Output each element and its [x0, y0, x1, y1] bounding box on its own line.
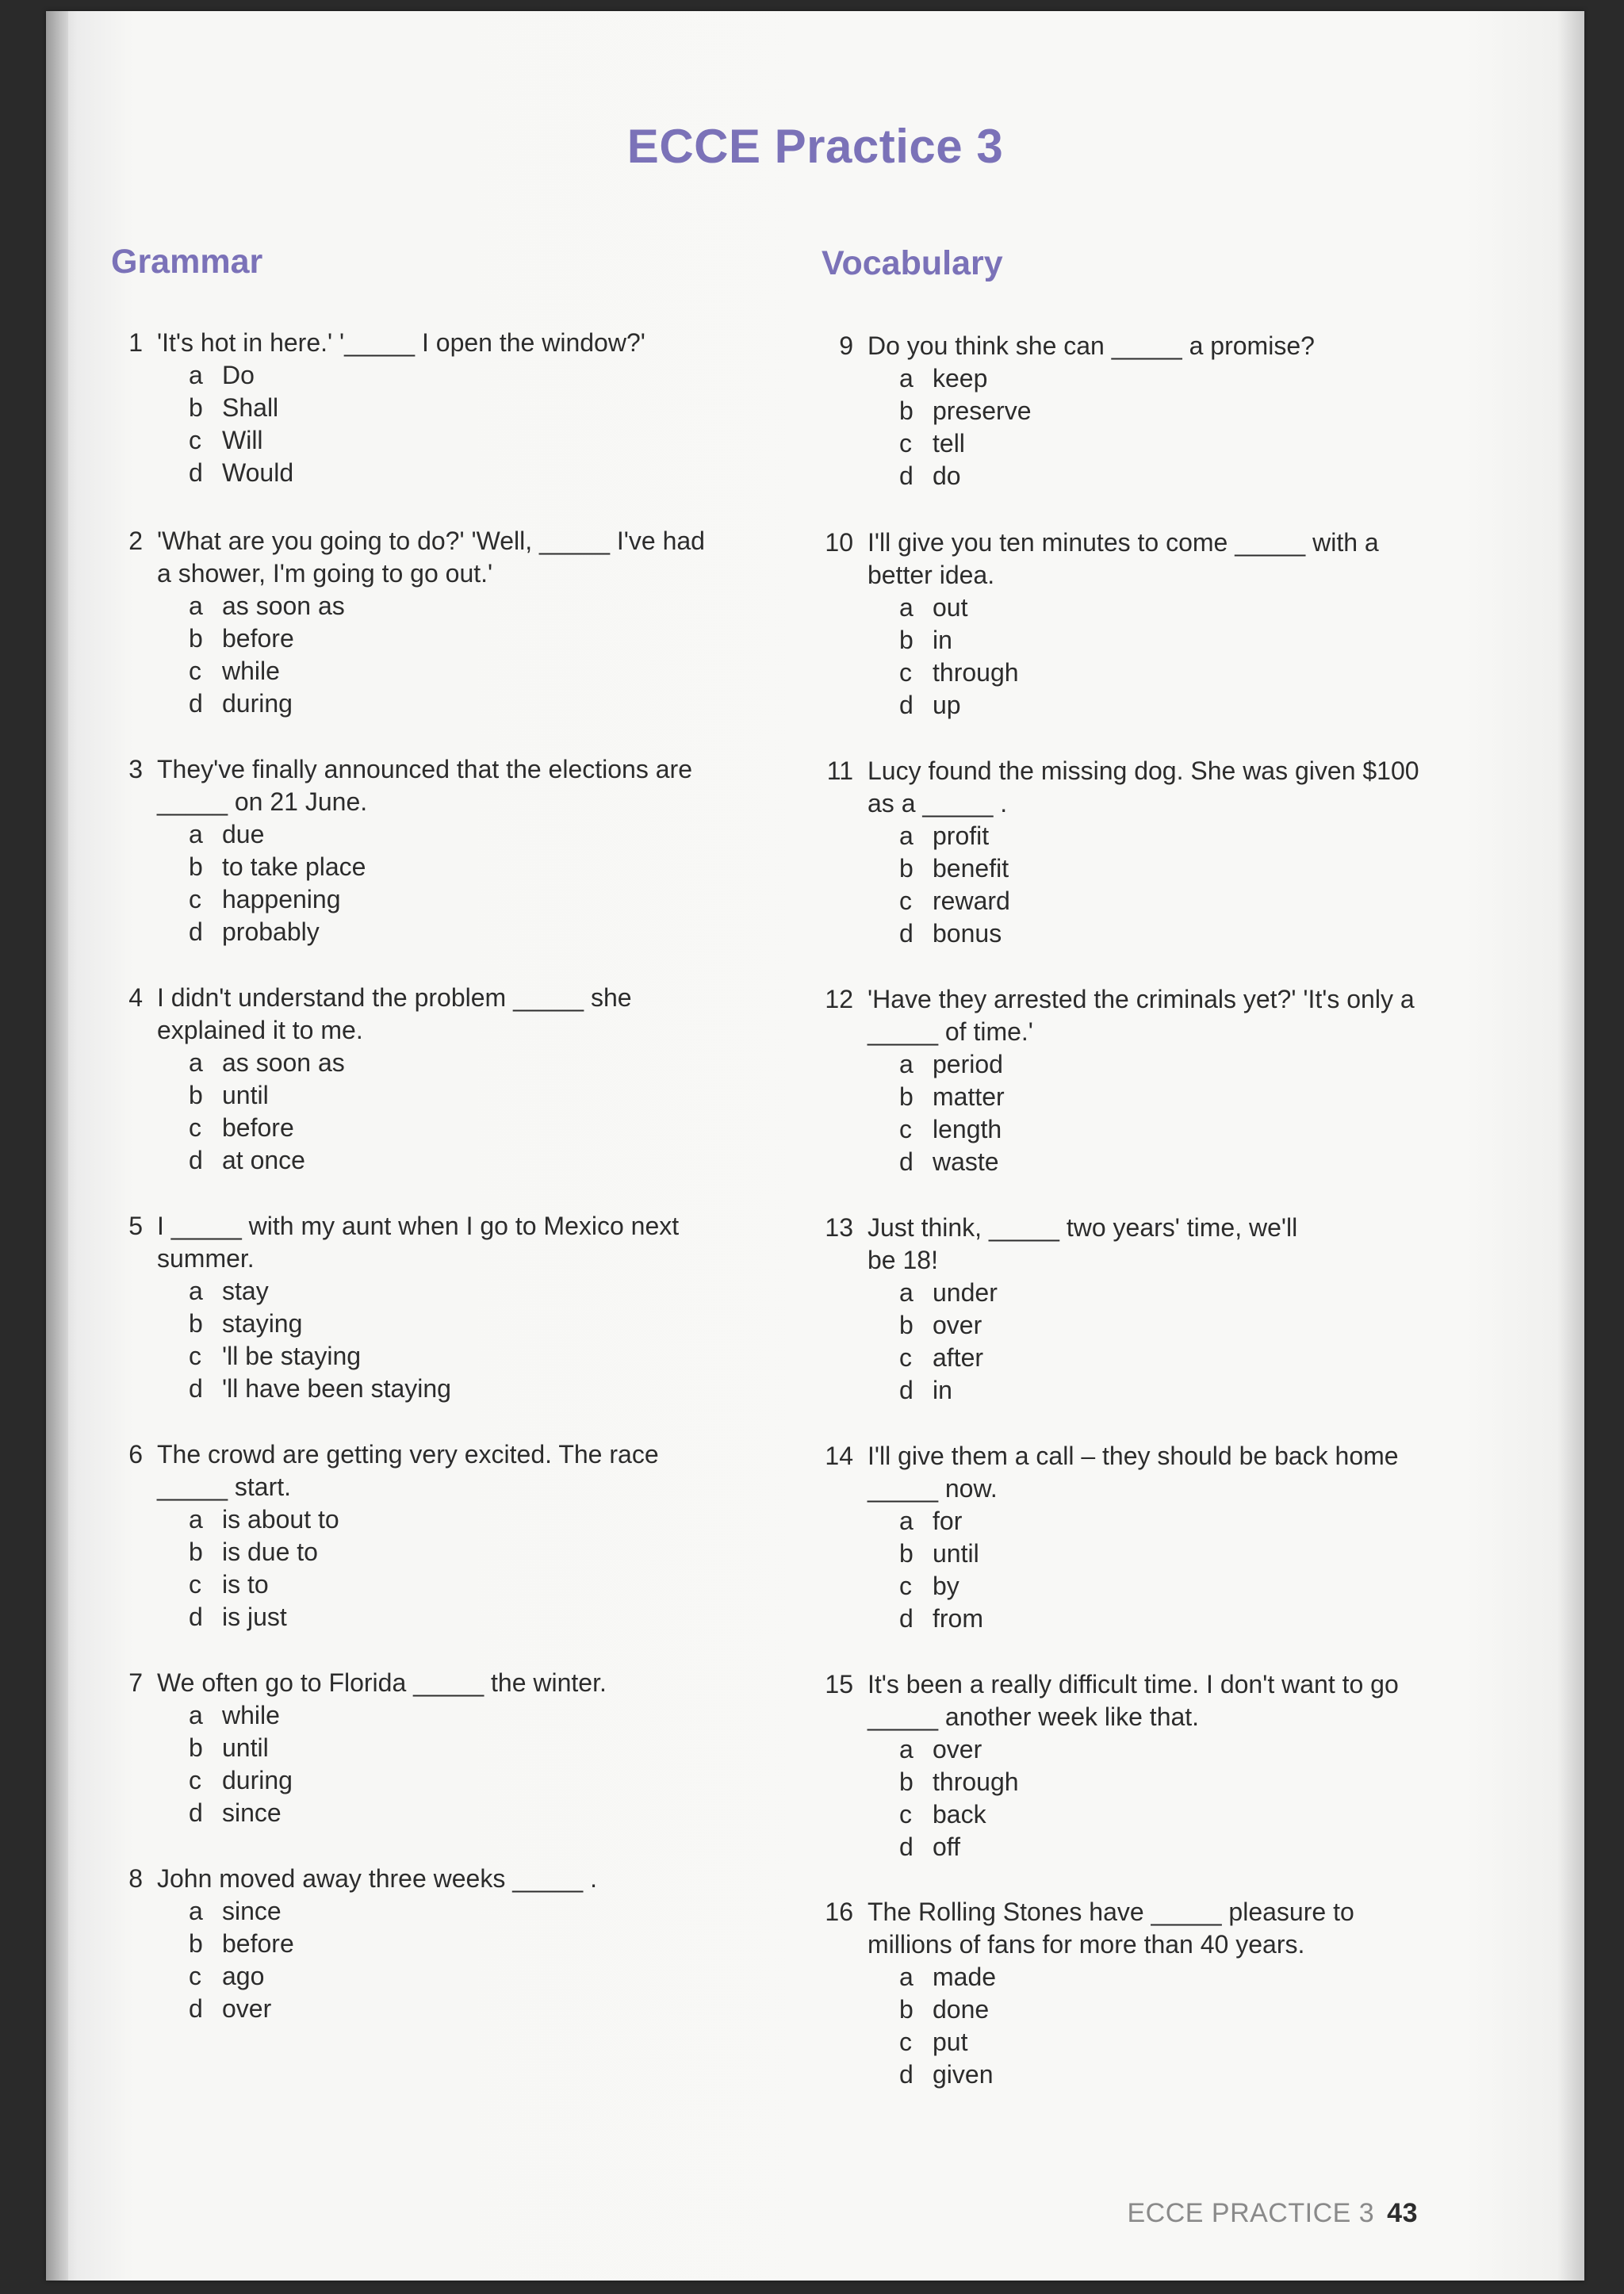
- option-a[interactable]: [899, 1505, 1472, 1538]
- option-letter: c: [189, 885, 201, 913]
- option-d[interactable]: [899, 2058, 1472, 2091]
- question-number: 10: [825, 528, 853, 557]
- option-text: to take place: [222, 852, 366, 881]
- option-text: by: [933, 1572, 959, 1600]
- option-text: before: [222, 1929, 294, 1958]
- option-letter: b: [899, 854, 914, 883]
- question-number: 6: [128, 1440, 143, 1469]
- option-b[interactable]: [189, 1308, 745, 1340]
- option-c[interactable]: [189, 883, 745, 916]
- question-text: We often go to Florida _____ the winter.: [157, 1668, 607, 1697]
- option-a[interactable]: [189, 1503, 745, 1536]
- option-text: since: [222, 1897, 282, 1925]
- question-number: 8: [128, 1864, 143, 1893]
- option-a[interactable]: [189, 1275, 745, 1308]
- option-text: through: [933, 1767, 1019, 1796]
- option-d[interactable]: [189, 1993, 745, 2025]
- option-text: during: [222, 689, 293, 718]
- option-d[interactable]: [189, 1373, 745, 1405]
- option-text: matter: [933, 1082, 1005, 1111]
- option-letter: a: [189, 820, 203, 848]
- option-c[interactable]: [189, 1764, 745, 1797]
- option-text: for: [933, 1507, 963, 1535]
- option-d[interactable]: [899, 917, 1472, 950]
- question-text: The Rolling Stones have _____ pleasure to millions of fans for more than 40 years.: [868, 1898, 1354, 1959]
- question-9: [822, 330, 1472, 492]
- option-letter: d: [899, 1604, 914, 1633]
- option-c[interactable]: [899, 885, 1472, 917]
- option-text: keep: [933, 364, 988, 393]
- page-number: 43: [1387, 2198, 1418, 2228]
- option-letter: a: [189, 592, 203, 620]
- option-letter: c: [189, 426, 201, 454]
- option-letter: d: [899, 1833, 914, 1861]
- question-number: 5: [128, 1212, 143, 1240]
- option-text: until: [222, 1733, 269, 1762]
- question-10: [822, 527, 1472, 722]
- option-c[interactable]: [189, 1112, 745, 1144]
- option-b[interactable]: [899, 395, 1472, 427]
- option-text: over: [222, 1994, 272, 2023]
- option-text: back: [933, 1800, 986, 1829]
- page-edge: [1557, 11, 1584, 2281]
- question-12: [822, 983, 1472, 1178]
- question-text: I _____ with my aunt when I go to Mexico next summer.: [157, 1212, 680, 1273]
- option-b[interactable]: [189, 622, 745, 655]
- option-text: benefit: [933, 854, 1009, 883]
- option-letter: a: [899, 364, 914, 393]
- option-letter: a: [899, 1963, 914, 1991]
- option-letter: d: [189, 1603, 203, 1631]
- option-letter: d: [899, 1147, 914, 1176]
- vocabulary-heading: Vocabulary: [822, 244, 1003, 282]
- question-1: [111, 327, 745, 489]
- question-8: [111, 1863, 745, 2025]
- option-text: given: [933, 2060, 994, 2089]
- option-text: while: [222, 1701, 280, 1729]
- option-letter: a: [899, 1735, 914, 1764]
- option-letter: b: [189, 1081, 203, 1109]
- option-letter: b: [899, 626, 914, 654]
- question-text: John moved away three weeks _____ .: [157, 1864, 597, 1893]
- option-letter: a: [899, 593, 914, 622]
- option-letter: b: [189, 624, 203, 653]
- option-letter: c: [899, 1800, 912, 1829]
- option-letter: b: [899, 1311, 914, 1339]
- option-d[interactable]: [899, 1603, 1472, 1635]
- option-d[interactable]: [899, 1374, 1472, 1407]
- option-letter: a: [899, 821, 914, 850]
- question-16: [822, 1896, 1472, 2091]
- option-letter: d: [189, 458, 203, 487]
- option-b[interactable]: [189, 851, 745, 883]
- question-text: Lucy found the missing dog. She was given $100 as a _____ .: [868, 756, 1419, 818]
- option-d[interactable]: [189, 1144, 745, 1177]
- question-number: 4: [128, 983, 143, 1012]
- option-letter: b: [899, 396, 914, 425]
- question-text: It's been a really difficult time. I don't want to go _____ another week like that.: [868, 1670, 1399, 1731]
- question-15: [822, 1668, 1472, 1863]
- option-letter: c: [899, 658, 912, 687]
- option-letter: b: [899, 1767, 914, 1796]
- option-b[interactable]: [189, 392, 745, 424]
- option-text: done: [933, 1995, 990, 2024]
- option-text: put: [933, 2028, 968, 2056]
- footer-label: ECCE PRACTICE 3: [1127, 2198, 1375, 2228]
- option-letter: d: [189, 1146, 203, 1174]
- option-letter: a: [189, 1897, 203, 1925]
- question-2: [111, 525, 745, 720]
- option-text: is due to: [222, 1538, 318, 1566]
- question-text: I didn't understand the problem _____ she explained it to me.: [157, 983, 632, 1044]
- option-letter: c: [899, 887, 912, 915]
- option-text: ago: [222, 1962, 265, 1990]
- option-a[interactable]: [189, 1047, 745, 1079]
- option-c[interactable]: [899, 1113, 1472, 1146]
- option-c[interactable]: [189, 655, 745, 687]
- option-text: until: [933, 1539, 979, 1568]
- option-text: 'll have been staying: [222, 1374, 451, 1403]
- option-text: preserve: [933, 396, 1032, 425]
- option-text: Will: [222, 426, 263, 454]
- option-letter: d: [899, 2060, 914, 2089]
- option-letter: c: [899, 1115, 912, 1143]
- option-text: during: [222, 1766, 293, 1794]
- question-text: I'll give you ten minutes to come _____ with a better idea.: [868, 528, 1379, 589]
- option-letter: a: [189, 1277, 203, 1305]
- option-c[interactable]: [899, 2026, 1472, 2058]
- option-text: over: [933, 1311, 982, 1339]
- option-letter: a: [899, 1050, 914, 1078]
- option-text: reward: [933, 887, 1010, 915]
- option-d[interactable]: [899, 1831, 1472, 1863]
- option-text: over: [933, 1735, 982, 1764]
- option-text: before: [222, 624, 294, 653]
- question-5: [111, 1210, 745, 1405]
- option-letter: d: [189, 917, 203, 946]
- option-letter: d: [899, 919, 914, 948]
- option-letter: b: [189, 852, 203, 881]
- page-title: ECCE Practice 3: [626, 120, 1004, 173]
- option-letter: c: [899, 1343, 912, 1372]
- option-text: in: [933, 1376, 952, 1404]
- option-a[interactable]: [899, 1961, 1472, 1993]
- option-letter: d: [189, 1994, 203, 2023]
- option-letter: a: [189, 1505, 203, 1534]
- option-letter: c: [189, 657, 201, 685]
- question-text: 'Have they arrested the criminals yet?' 'It's only a _____ of time.': [868, 985, 1415, 1046]
- option-b[interactable]: [189, 1732, 745, 1764]
- option-letter: b: [189, 1733, 203, 1762]
- option-b[interactable]: [189, 1928, 745, 1960]
- option-b[interactable]: [899, 1993, 1472, 2026]
- option-c[interactable]: [189, 424, 745, 457]
- option-text: do: [933, 461, 961, 490]
- option-letter: c: [189, 1570, 201, 1599]
- option-c[interactable]: [899, 1570, 1472, 1603]
- question-6: [111, 1438, 745, 1633]
- option-text: after: [933, 1343, 984, 1372]
- question-number: 7: [128, 1668, 143, 1697]
- option-text: as soon as: [222, 592, 345, 620]
- option-c[interactable]: [899, 657, 1472, 689]
- question-text: They've finally announced that the elections are _____ on 21 June.: [157, 755, 692, 816]
- question-text: Just think, _____ two years' time, we'll be 18!: [868, 1213, 1298, 1274]
- option-c[interactable]: [189, 1340, 745, 1373]
- option-text: made: [933, 1963, 997, 1991]
- option-letter: b: [899, 1995, 914, 2024]
- option-d[interactable]: [189, 457, 745, 489]
- question-number: 9: [839, 331, 853, 360]
- option-b[interactable]: [899, 1309, 1472, 1342]
- option-letter: a: [899, 1507, 914, 1535]
- option-text: under: [933, 1278, 998, 1307]
- question-7: [111, 1667, 745, 1829]
- question-number: 1: [128, 328, 143, 357]
- question-14: [822, 1440, 1472, 1635]
- option-letter: a: [189, 1701, 203, 1729]
- question-text: I'll give them a call – they should be back home _____ now.: [868, 1442, 1399, 1503]
- option-letter: d: [899, 1376, 914, 1404]
- option-c[interactable]: [899, 427, 1472, 460]
- question-number: 11: [826, 756, 853, 785]
- option-text: tell: [933, 429, 965, 458]
- option-a[interactable]: [189, 1895, 745, 1928]
- question-4: [111, 982, 745, 1177]
- option-letter: b: [189, 1929, 203, 1958]
- option-text: in: [933, 626, 952, 654]
- option-text: staying: [222, 1309, 303, 1338]
- option-c[interactable]: [899, 1798, 1472, 1831]
- option-text: from: [933, 1604, 983, 1633]
- option-a[interactable]: [189, 1699, 745, 1732]
- question-text: Do you think she can _____ a promise?: [868, 331, 1315, 360]
- page-footer: [1127, 2198, 1418, 2229]
- option-d[interactable]: [189, 916, 745, 948]
- option-text: Do: [222, 361, 255, 389]
- option-letter: d: [189, 1798, 203, 1827]
- option-b[interactable]: [899, 1538, 1472, 1570]
- option-letter: a: [899, 1278, 914, 1307]
- question-text: 'It's hot in here.' '_____ I open the window?': [157, 328, 645, 357]
- option-text: since: [222, 1798, 282, 1827]
- option-letter: d: [899, 461, 914, 490]
- option-letter: c: [899, 1572, 912, 1600]
- option-text: is about to: [222, 1505, 339, 1534]
- question-11: [822, 755, 1472, 950]
- option-text: up: [933, 691, 961, 719]
- option-text: happening: [222, 885, 341, 913]
- option-letter: c: [189, 1766, 201, 1794]
- option-text: length: [933, 1115, 1002, 1143]
- option-letter: d: [899, 691, 914, 719]
- page: [46, 11, 1584, 2281]
- option-text: as soon as: [222, 1048, 345, 1077]
- option-letter: b: [189, 393, 203, 422]
- option-text: out: [933, 593, 968, 622]
- option-d[interactable]: [899, 689, 1472, 722]
- option-text: before: [222, 1113, 294, 1142]
- option-a[interactable]: [899, 1733, 1472, 1766]
- option-text: waste: [933, 1147, 999, 1176]
- option-a[interactable]: [899, 592, 1472, 624]
- option-a[interactable]: [899, 362, 1472, 395]
- option-letter: b: [899, 1539, 914, 1568]
- question-number: 3: [128, 755, 143, 783]
- option-letter: c: [189, 1342, 201, 1370]
- option-letter: a: [189, 361, 203, 389]
- option-d[interactable]: [899, 1146, 1472, 1178]
- question-number: 12: [825, 985, 853, 1013]
- option-letter: b: [189, 1309, 203, 1338]
- option-text: Would: [222, 458, 294, 487]
- option-text: due: [222, 820, 265, 848]
- question-text: 'What are you going to do?' 'Well, _____ I've had a shower, I'm going to go out.': [157, 527, 705, 588]
- option-c[interactable]: [189, 1568, 745, 1601]
- option-a[interactable]: [899, 1277, 1472, 1309]
- grammar-heading: Grammar: [111, 243, 263, 281]
- option-d[interactable]: [189, 1601, 745, 1633]
- option-letter: b: [899, 1082, 914, 1111]
- option-c[interactable]: [189, 1960, 745, 1993]
- question-text: The crowd are getting very excited. The race _____ start.: [157, 1440, 659, 1501]
- option-b[interactable]: [899, 1081, 1472, 1113]
- question-13: [822, 1212, 1472, 1407]
- option-b[interactable]: [899, 624, 1472, 657]
- option-c[interactable]: [899, 1342, 1472, 1374]
- option-a[interactable]: [189, 359, 745, 392]
- option-letter: d: [189, 689, 203, 718]
- option-text: at once: [222, 1146, 305, 1174]
- question-number: 15: [825, 1670, 853, 1698]
- option-text: is to: [222, 1570, 269, 1599]
- option-d[interactable]: [189, 1797, 745, 1829]
- option-letter: c: [189, 1962, 201, 1990]
- option-text: profit: [933, 821, 990, 850]
- option-b[interactable]: [189, 1079, 745, 1112]
- option-letter: b: [189, 1538, 203, 1566]
- option-a[interactable]: [899, 820, 1472, 852]
- option-b[interactable]: [189, 1536, 745, 1568]
- option-b[interactable]: [899, 852, 1472, 885]
- option-d[interactable]: [189, 687, 745, 720]
- option-text: through: [933, 658, 1019, 687]
- option-b[interactable]: [899, 1766, 1472, 1798]
- option-d[interactable]: [899, 460, 1472, 492]
- option-text: stay: [222, 1277, 269, 1305]
- option-text: is just: [222, 1603, 287, 1631]
- option-a[interactable]: [899, 1048, 1472, 1081]
- question-number: 2: [128, 527, 143, 555]
- option-text: while: [222, 657, 280, 685]
- option-a[interactable]: [189, 818, 745, 851]
- option-text: probably: [222, 917, 320, 946]
- option-a[interactable]: [189, 590, 745, 622]
- question-3: [111, 753, 745, 948]
- question-number: 16: [825, 1898, 853, 1926]
- option-letter: c: [899, 2028, 912, 2056]
- option-letter: d: [189, 1374, 203, 1403]
- question-number: 14: [825, 1442, 853, 1470]
- option-text: until: [222, 1081, 269, 1109]
- option-text: bonus: [933, 919, 1002, 948]
- option-letter: a: [189, 1048, 203, 1077]
- option-text: off: [933, 1833, 960, 1861]
- option-text: 'll be staying: [222, 1342, 362, 1370]
- option-letter: c: [899, 429, 912, 458]
- option-letter: c: [189, 1113, 201, 1142]
- option-text: Shall: [222, 393, 279, 422]
- question-number: 13: [825, 1213, 853, 1242]
- option-text: period: [933, 1050, 1003, 1078]
